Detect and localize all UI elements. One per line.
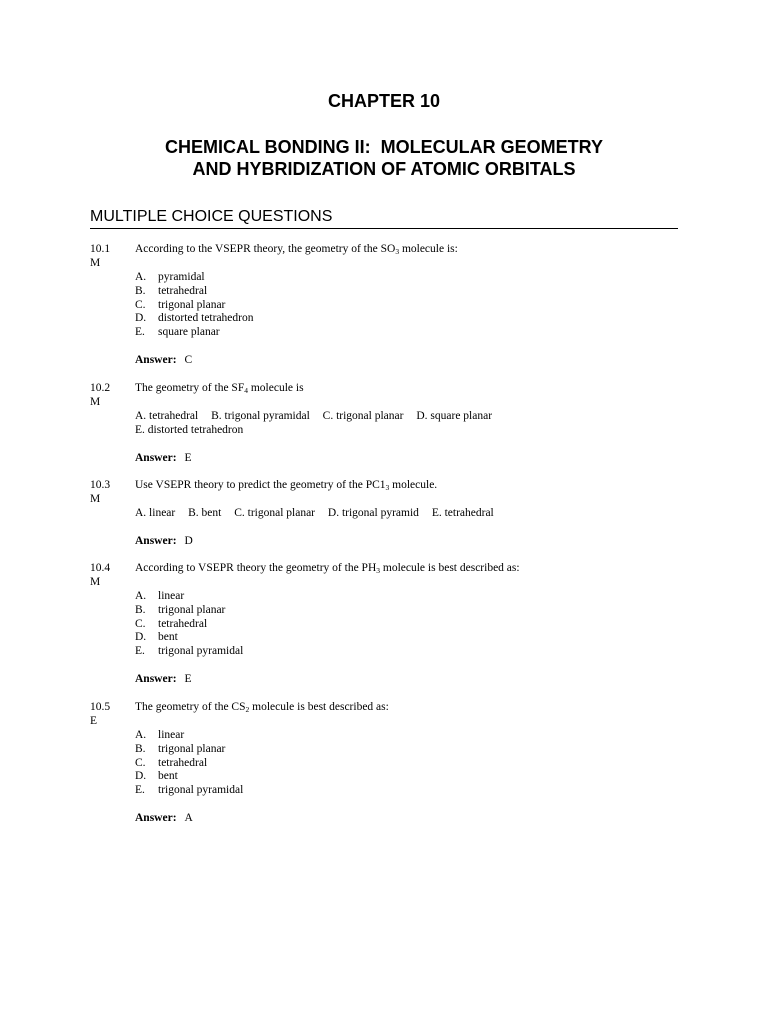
- option-a: A. linear: [135, 729, 185, 741]
- question-difficulty: M: [90, 575, 101, 588]
- answer-line: Answer: A: [135, 812, 193, 824]
- answer-line: Answer: E: [135, 452, 192, 464]
- option-d: D. bent: [135, 770, 178, 783]
- option-c: C. tetrahedral: [135, 756, 208, 769]
- option-b: B. bent: [188, 507, 222, 519]
- question-text: According to VSEPR theory the geometry of the $PH_3$ molecule is best described as:: [135, 562, 520, 575]
- question-difficulty: M: [90, 256, 101, 269]
- option-a: A. linear: [135, 507, 176, 519]
- answer-line: Answer: C: [135, 354, 193, 366]
- option-b: B. tetrahedral: [135, 284, 208, 297]
- option-e: E. square planar: [135, 326, 220, 339]
- question-difficulty: M: [90, 395, 101, 408]
- option-c: C. trigonal planar: [135, 298, 226, 311]
- option-a: A. tetrahedral: [135, 410, 199, 422]
- option-e: E. tetrahedral: [431, 507, 494, 519]
- chapter-title-line2: AND HYBRIDIZATION OF ATOMIC ORBITALS: [192, 159, 576, 179]
- option-b: B. trigonal planar: [135, 742, 226, 755]
- question-text: Use VSEPR theory to predict the geometry of the $PC1_3$ molecule.: [135, 479, 438, 492]
- option-d: D. distorted tetrahedron: [135, 312, 254, 325]
- answer-line: Answer: E: [135, 673, 192, 685]
- section-heading: MULTIPLE CHOICE QUESTIONS: [90, 207, 678, 229]
- chapter-title-line1: CHEMICAL BONDING II: MOLECULAR GEOMETRY: [165, 137, 603, 157]
- option-list: [135, 271, 253, 340]
- option-e: E. trigonal pyramidal: [135, 784, 244, 797]
- option-c: C. tetrahedral: [135, 617, 208, 630]
- option-a: A. pyramidal: [135, 271, 205, 283]
- option-b: B. trigonal planar: [135, 603, 226, 616]
- question-text: The geometry of the $SF_4$ molecule is: [135, 382, 304, 395]
- answer-value: C: [184, 354, 193, 366]
- answer-value: E: [184, 452, 192, 464]
- option-e: E. distorted tetrahedron: [135, 423, 244, 436]
- option-d: D. square planar: [416, 410, 493, 422]
- chapter-heading: CHAPTER 10: [327, 91, 441, 111]
- question-text: According to the VSEPR theory, the geometry of the $SO_3$ molecule is:: [135, 243, 458, 256]
- answer-value: A: [184, 812, 193, 824]
- question-difficulty: E: [90, 714, 98, 727]
- question-number: 10.3: [90, 479, 111, 491]
- option-d: D. bent: [135, 631, 178, 644]
- answer-value: E: [184, 673, 192, 685]
- question-number: 10.2: [90, 382, 111, 394]
- option-c: C. trigonal planar: [234, 507, 316, 519]
- option-list: [135, 410, 502, 438]
- question-difficulty: M: [90, 492, 101, 505]
- question-number: 10.4: [90, 562, 111, 574]
- question-text: The geometry of the $CS_2$ molecule is best described as:: [135, 701, 389, 714]
- option-b: B. trigonal pyramidal: [211, 410, 310, 422]
- option-d: D. trigonal pyramid: [327, 507, 419, 519]
- question-number: 10.5: [90, 701, 111, 713]
- option-list: [135, 729, 243, 798]
- answer-value: D: [184, 535, 193, 547]
- chapter-title: [0, 136, 768, 180]
- answer-line: Answer: D: [135, 535, 193, 547]
- option-list: [135, 590, 243, 659]
- option-a: A. linear: [135, 590, 185, 602]
- option-list: [135, 507, 504, 521]
- option-e: E. trigonal pyramidal: [135, 645, 244, 658]
- option-c: C. trigonal planar: [322, 410, 404, 422]
- question-number: 10.1: [90, 243, 111, 255]
